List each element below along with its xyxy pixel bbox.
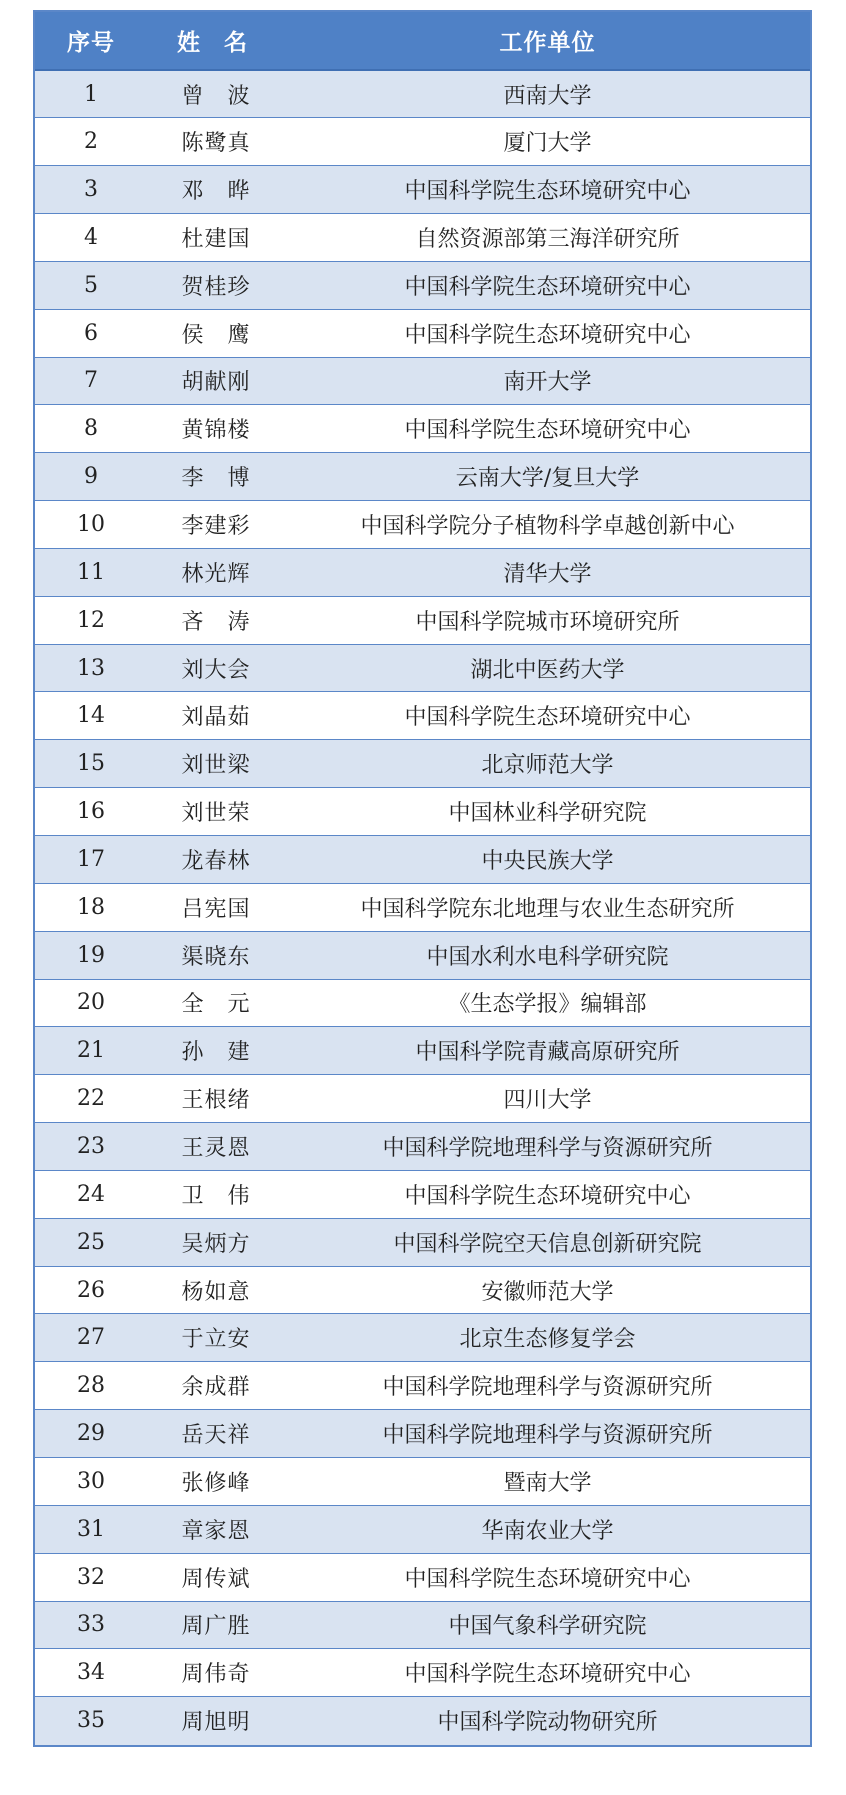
table-row — [35, 405, 810, 453]
table-row — [35, 1266, 810, 1314]
table-row — [35, 1410, 810, 1458]
row-number: 34 — [35, 1649, 147, 1697]
work-unit: 厦门大学 — [285, 118, 810, 166]
table-row — [35, 1649, 810, 1697]
expert-name: 黄锦楼 — [147, 405, 285, 453]
row-number: 25 — [35, 1218, 147, 1266]
table-row — [35, 118, 810, 166]
table-row — [35, 692, 810, 740]
row-number: 23 — [35, 1123, 147, 1171]
row-number: 19 — [35, 931, 147, 979]
row-number: 4 — [35, 214, 147, 262]
table-row — [35, 883, 810, 931]
expert-name: 岳天祥 — [147, 1410, 285, 1458]
header-row — [35, 12, 810, 70]
expert-name: 曾 波 — [181, 83, 251, 109]
work-unit: 清华大学 — [285, 548, 810, 596]
work-unit: 中国科学院青藏高原研究所 — [285, 1027, 810, 1075]
table-row — [35, 166, 810, 214]
work-unit: 中国科学院城市环境研究所 — [285, 596, 810, 644]
expert-name: 卫 伟 — [147, 1170, 285, 1218]
row-number: 31 — [35, 1505, 147, 1553]
expert-name: 胡献刚 — [147, 357, 285, 405]
table-row — [35, 1075, 810, 1123]
row-number: 14 — [35, 692, 147, 740]
work-unit: 中国科学院东北地理与农业生态研究所 — [285, 883, 810, 931]
expert-name: 邓 晔 — [147, 166, 285, 214]
table-row — [35, 740, 810, 788]
table-row — [35, 70, 810, 118]
row-number: 24 — [35, 1170, 147, 1218]
expert-name: 林光辉 — [147, 548, 285, 596]
work-unit: 中国水利水电科学研究院 — [285, 931, 810, 979]
expert-name: 王根绪 — [147, 1075, 285, 1123]
expert-name: 刘世梁 — [147, 740, 285, 788]
expert-name: 于立安 — [147, 1314, 285, 1362]
header-no: 序号 — [35, 12, 147, 70]
table-row — [35, 1170, 810, 1218]
work-unit: 中国科学院动物研究所 — [285, 1697, 810, 1745]
table-row — [35, 644, 810, 692]
table-row — [35, 214, 810, 262]
expert-name: 张修峰 — [147, 1457, 285, 1505]
work-unit: 中国科学院地理科学与资源研究所 — [285, 1123, 810, 1171]
expert-name: 杨如意 — [147, 1266, 285, 1314]
work-unit: 西南大学 — [503, 83, 592, 109]
work-unit: 北京师范大学 — [285, 740, 810, 788]
work-unit: 中国科学院地理科学与资源研究所 — [285, 1410, 810, 1458]
row-number: 30 — [35, 1457, 147, 1505]
table-row — [35, 453, 810, 501]
work-unit: 湖北中医药大学 — [285, 644, 810, 692]
table-row — [35, 1027, 810, 1075]
row-number: 8 — [35, 405, 147, 453]
expert-name: 周旭明 — [147, 1697, 285, 1745]
work-unit: 中国科学院生态环境研究中心 — [285, 692, 810, 740]
table-row — [35, 979, 810, 1027]
expert-name: 孙 建 — [147, 1027, 285, 1075]
work-unit: 中国科学院生态环境研究中心 — [285, 1553, 810, 1601]
expert-name: 贺桂珍 — [147, 261, 285, 309]
row-number: 6 — [35, 309, 147, 357]
table-row — [35, 357, 810, 405]
work-unit: 中国气象科学研究院 — [285, 1601, 810, 1649]
table-row — [35, 788, 810, 836]
table-row — [35, 596, 810, 644]
work-unit: 中国科学院分子植物科学卓越创新中心 — [285, 501, 810, 549]
row-number: 22 — [35, 1075, 147, 1123]
row-number: 10 — [35, 501, 147, 549]
expert-name: 陈鹭真 — [147, 118, 285, 166]
table-body — [35, 70, 810, 1745]
table-row — [35, 836, 810, 884]
work-unit: 中国科学院空天信息创新研究院 — [285, 1218, 810, 1266]
expert-name: 余成群 — [147, 1362, 285, 1410]
row-number: 29 — [35, 1410, 147, 1458]
work-unit: 四川大学 — [285, 1075, 810, 1123]
work-unit: 中国科学院生态环境研究中心 — [285, 309, 810, 357]
table-row — [35, 1218, 810, 1266]
table-row — [35, 1362, 810, 1410]
row-number: 28 — [35, 1362, 147, 1410]
row-number: 32 — [35, 1553, 147, 1601]
expert-name: 周广胜 — [147, 1601, 285, 1649]
work-unit: 中国林业科学研究院 — [285, 788, 810, 836]
work-unit: 中国科学院生态环境研究中心 — [285, 1649, 810, 1697]
header-name: 姓 名 — [147, 12, 285, 70]
table-row — [35, 1553, 810, 1601]
row-number: 1 — [84, 81, 98, 107]
table-row — [35, 1314, 810, 1362]
expert-name: 侯 鹰 — [147, 309, 285, 357]
row-number: 9 — [35, 453, 147, 501]
work-unit: 中国科学院生态环境研究中心 — [285, 405, 810, 453]
table-row — [35, 261, 810, 309]
row-number: 27 — [35, 1314, 147, 1362]
expert-name: 渠晓东 — [147, 931, 285, 979]
expert-table — [35, 12, 810, 1745]
table-row — [35, 1457, 810, 1505]
expert-name: 章家恩 — [147, 1505, 285, 1553]
row-number: 17 — [35, 836, 147, 884]
work-unit: 《生态学报》编辑部 — [285, 979, 810, 1027]
work-unit: 中央民族大学 — [285, 836, 810, 884]
work-unit: 华南农业大学 — [285, 1505, 810, 1553]
row-number: 13 — [35, 644, 147, 692]
row-number: 3 — [35, 166, 147, 214]
expert-name: 李 博 — [147, 453, 285, 501]
work-unit: 云南大学/复旦大学 — [285, 453, 810, 501]
expert-name: 刘世荣 — [147, 788, 285, 836]
expert-name: 吴炳方 — [147, 1218, 285, 1266]
table-row — [35, 1601, 810, 1649]
table-row — [35, 1697, 810, 1745]
table-row — [35, 501, 810, 549]
work-unit: 北京生态修复学会 — [285, 1314, 810, 1362]
expert-name: 刘大会 — [147, 644, 285, 692]
table-row — [35, 931, 810, 979]
work-unit: 安徽师范大学 — [285, 1266, 810, 1314]
row-number: 33 — [35, 1601, 147, 1649]
work-unit: 中国科学院生态环境研究中心 — [285, 261, 810, 309]
row-number: 15 — [35, 740, 147, 788]
expert-name: 周伟奇 — [147, 1649, 285, 1697]
row-number: 20 — [35, 979, 147, 1027]
row-number: 12 — [35, 596, 147, 644]
expert-list-table — [33, 10, 812, 1747]
expert-name: 杜建国 — [147, 214, 285, 262]
expert-name: 全 元 — [147, 979, 285, 1027]
row-number: 26 — [35, 1266, 147, 1314]
expert-name: 周传斌 — [147, 1553, 285, 1601]
expert-name: 龙春林 — [147, 836, 285, 884]
row-number: 2 — [35, 118, 147, 166]
row-number: 35 — [35, 1697, 147, 1745]
expert-name: 刘晶茹 — [147, 692, 285, 740]
work-unit: 暨南大学 — [285, 1457, 810, 1505]
table-row — [35, 309, 810, 357]
row-number: 11 — [35, 548, 147, 596]
work-unit: 自然资源部第三海洋研究所 — [285, 214, 810, 262]
work-unit: 南开大学 — [285, 357, 810, 405]
table-row — [35, 548, 810, 596]
expert-name: 王灵恩 — [147, 1123, 285, 1171]
row-number: 5 — [35, 261, 147, 309]
expert-name: 李建彩 — [147, 501, 285, 549]
work-unit: 中国科学院生态环境研究中心 — [285, 166, 810, 214]
table-header — [35, 12, 810, 70]
expert-name: 吝 涛 — [147, 596, 285, 644]
header-org: 工作单位 — [285, 12, 810, 70]
expert-name: 吕宪国 — [147, 883, 285, 931]
table-row — [35, 1505, 810, 1553]
work-unit: 中国科学院生态环境研究中心 — [285, 1170, 810, 1218]
row-number: 21 — [35, 1027, 147, 1075]
row-number: 7 — [35, 357, 147, 405]
table-row — [35, 1123, 810, 1171]
work-unit: 中国科学院地理科学与资源研究所 — [285, 1362, 810, 1410]
row-number: 18 — [35, 883, 147, 931]
row-number: 16 — [35, 788, 147, 836]
